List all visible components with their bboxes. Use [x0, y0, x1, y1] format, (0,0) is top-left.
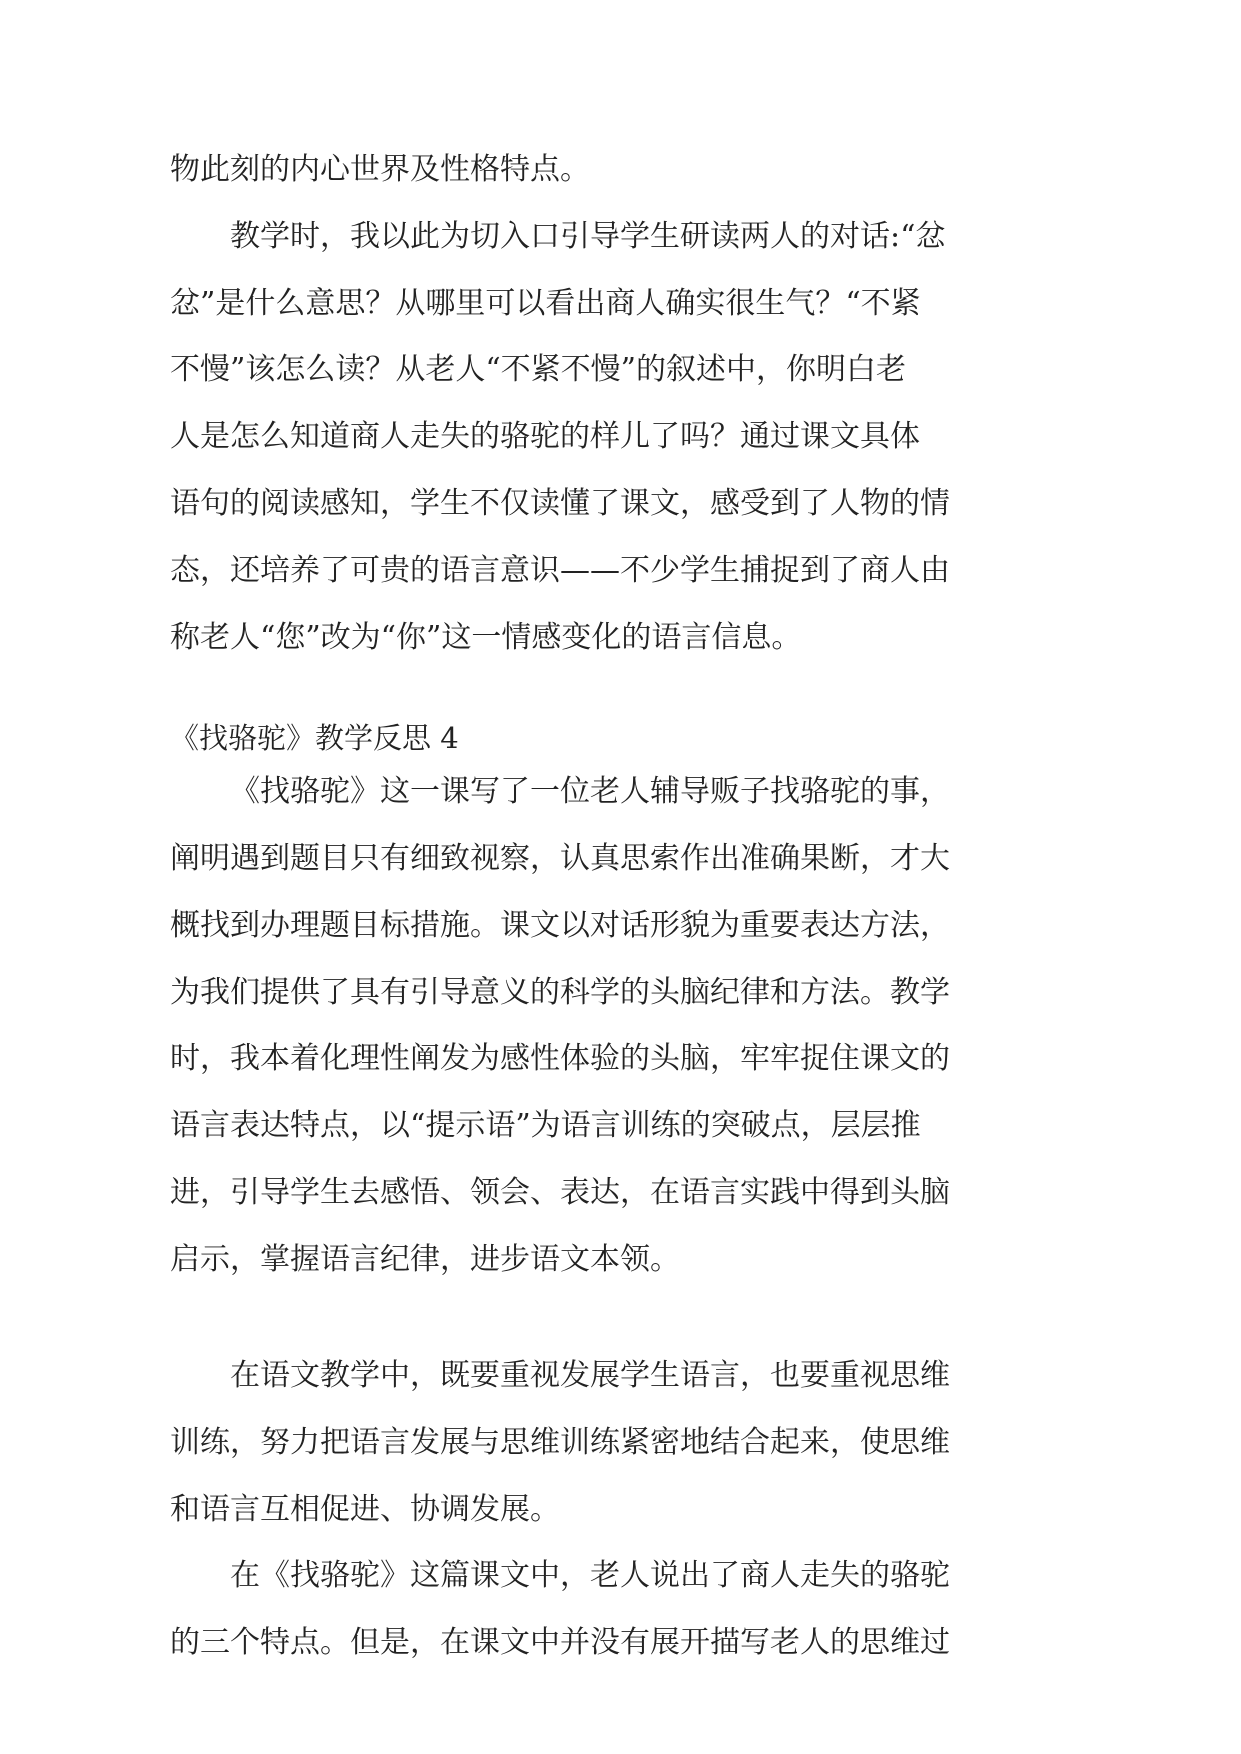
line-text: 人是怎么知道商人走失的骆驼的样儿了吗？通过课文具体: [170, 419, 920, 454]
line-text: 为我们提供了具有引导意义的科学的头脑纪律和方法。教学: [170, 975, 950, 1010]
line-text: 态，还培养了可贵的语言意识——不少学生捕捉到了商人由: [170, 553, 950, 588]
line-text: 语言表达特点，以“提示语”为语言训练的突破点，层层推: [170, 1108, 921, 1143]
line-text: 物此刻的内心世界及性格特点。: [170, 152, 590, 187]
line-text: 的三个特点。但是，在课文中并没有展开描写老人的思维过: [170, 1625, 950, 1660]
line-text: 概找到办理题目标措施。课文以对话形貌为重要表达方法，: [170, 908, 950, 943]
line-text: 时，我本着化理性阐发为感性体验的头脑，牢牢捉住课文的: [170, 1041, 950, 1076]
line-text: 《找骆驼》这一课写了一位老人辅导贩子找骆驼的事，: [230, 774, 950, 809]
line-text: 在《找骆驼》这篇课文中，老人说出了商人走失的骆驼: [230, 1558, 950, 1593]
line-text: 语句的阅读感知，学生不仅读懂了课文，感受到了人物的情: [170, 486, 950, 521]
line-text: 阐明遇到题目只有细致视察，认真思索作出准确果断，才大: [170, 841, 950, 876]
line-text: 启示，掌握语言纪律，进步语文本领。: [170, 1242, 680, 1277]
line-text: 和语言互相促进、协调发展。: [170, 1492, 560, 1527]
line-text: 忿”是什么意思？从哪里可以看出商人确实很生气？“不紧: [170, 286, 921, 321]
line-text: 教学时，我以此为切入口引导学生研读两人的对话:“忿: [230, 219, 946, 254]
line-text: 在语文教学中，既要重视发展学生语言，也要重视思维: [230, 1358, 950, 1393]
line-text: 训练，努力把语言发展与思维训练紧密地结合起来，使思维: [170, 1425, 950, 1460]
line-text: 称老人“您”改为“你”这一情感变化的语言信息。: [170, 620, 802, 655]
heading-text: 《找骆驼》教学反思 4: [170, 721, 459, 755]
line-text: 进，引导学生去感悟、领会、表达，在语言实践中得到头脑: [170, 1175, 950, 1210]
line-text: 不慢”该怎么读？从老人“不紧不慢”的叙述中，你明白老: [170, 352, 907, 387]
